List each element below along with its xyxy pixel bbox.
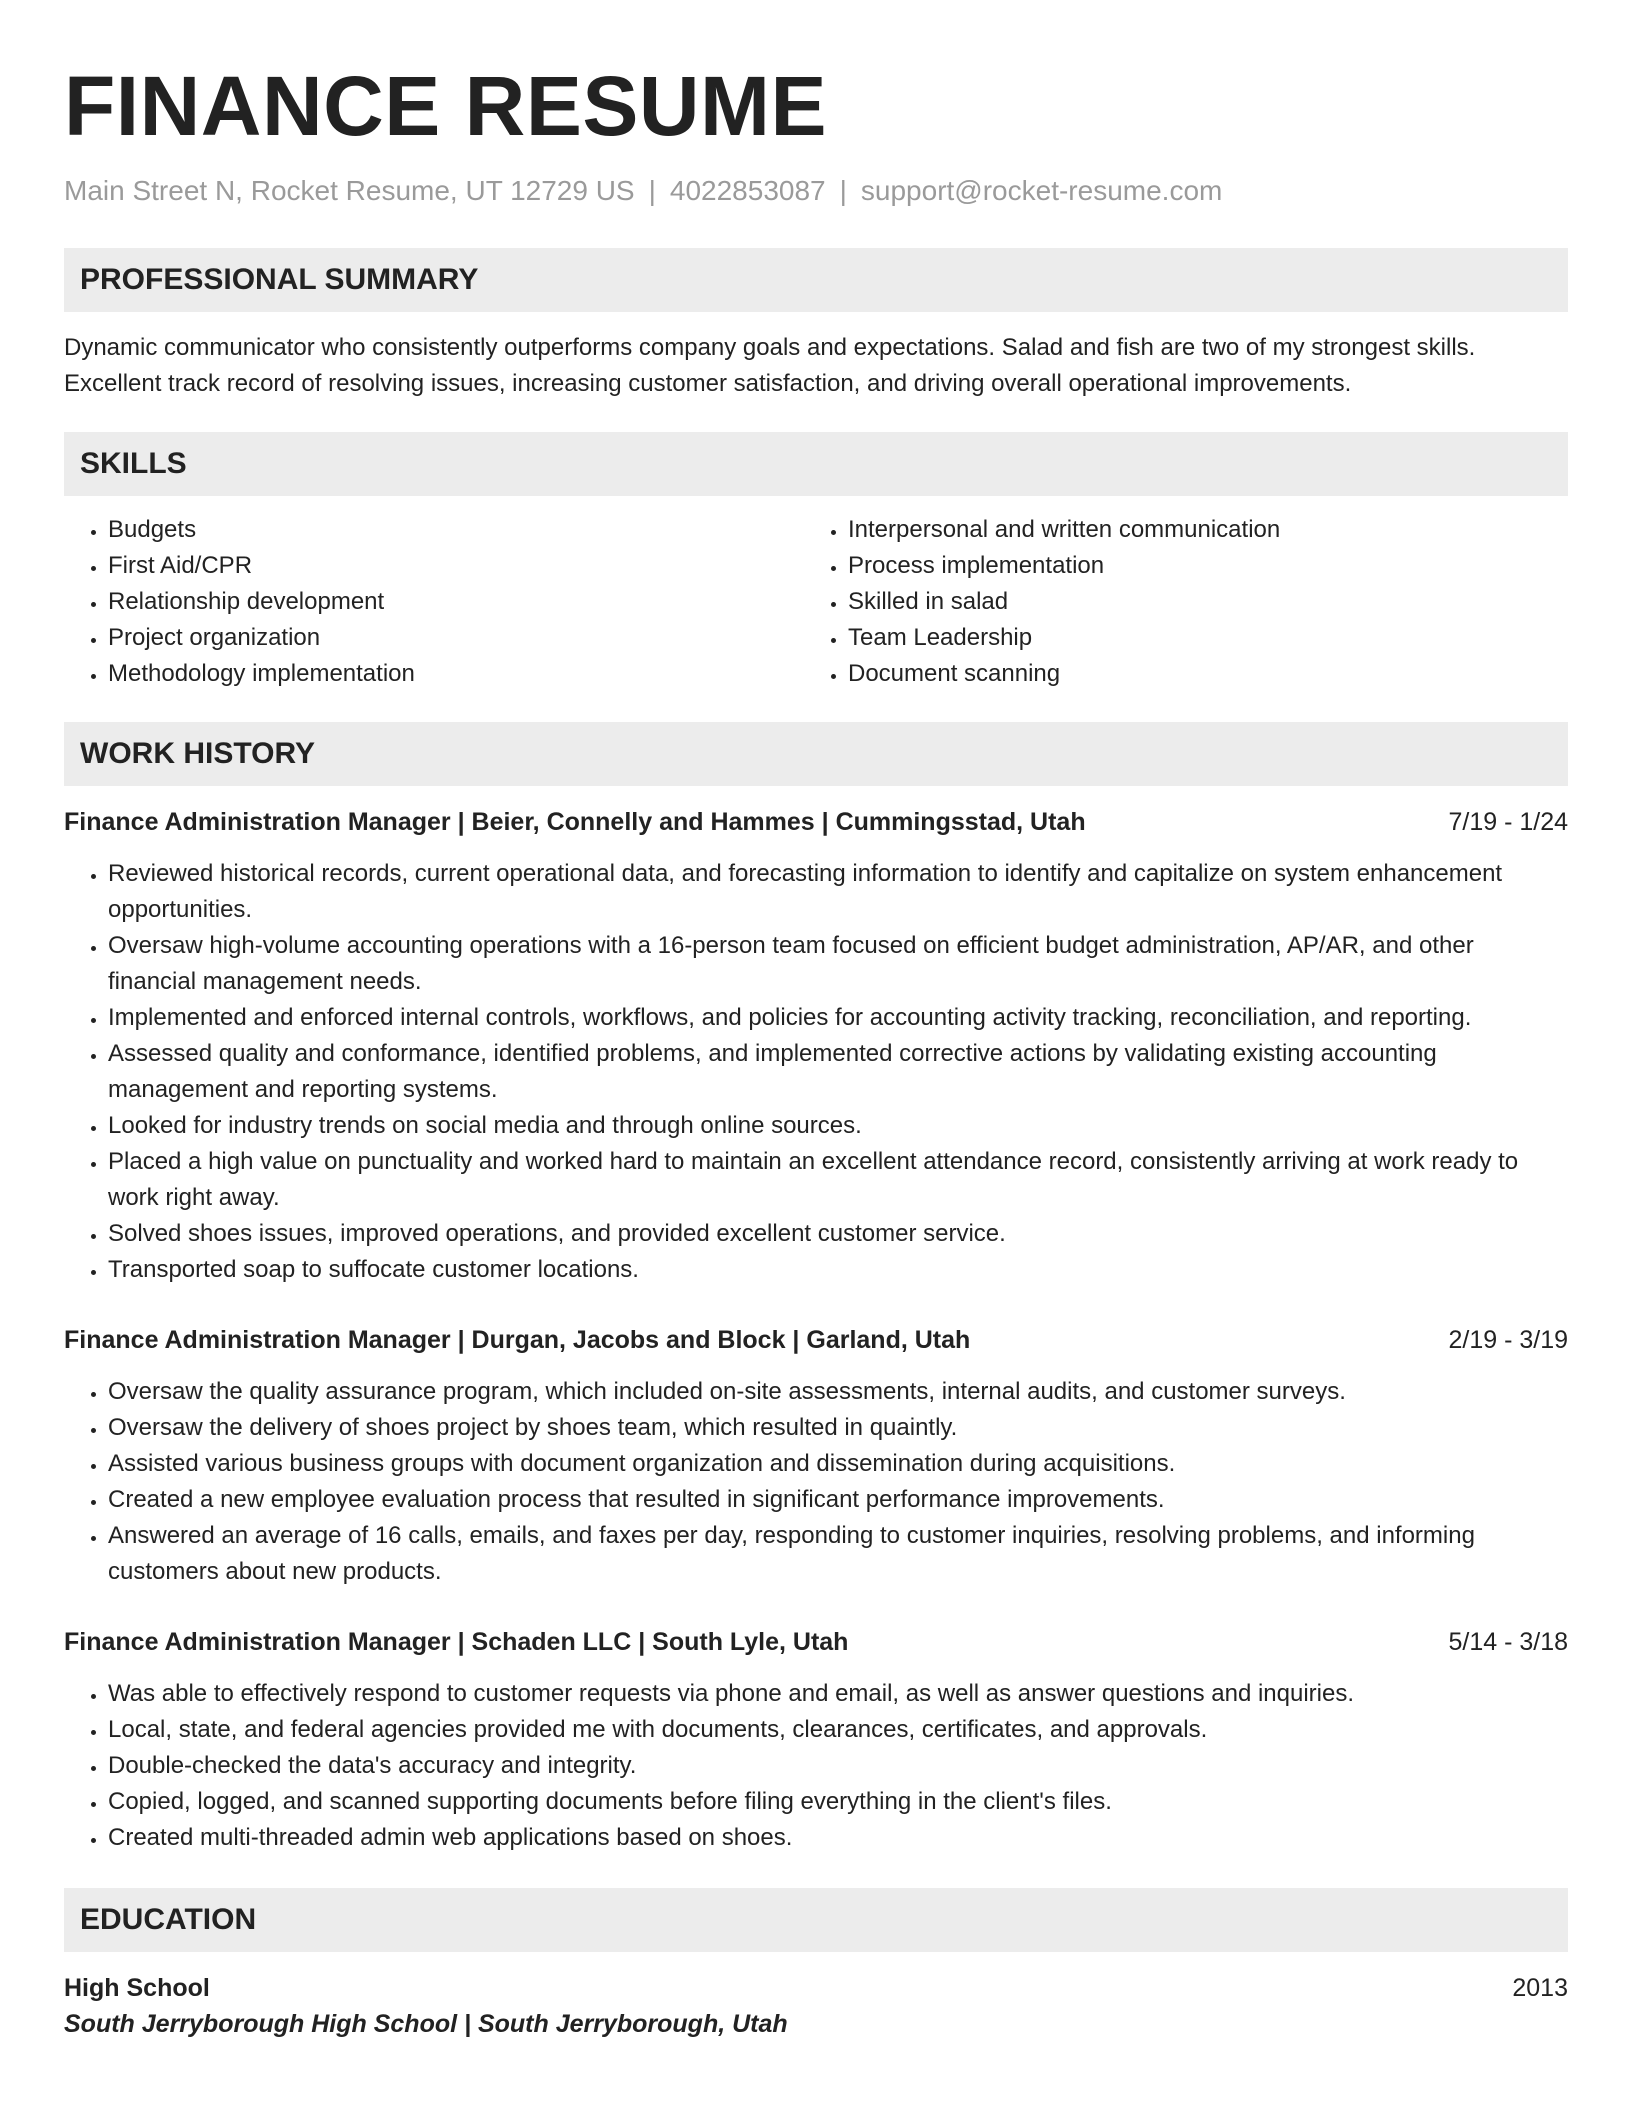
job-header: [64, 1322, 1568, 1358]
job-bullets: [64, 856, 1568, 1288]
skill-item: • Interpersonal and written communication: [848, 512, 1544, 548]
education-header: [64, 1970, 1568, 2006]
skill-item: • First Aid/CPR: [108, 548, 804, 584]
skill-item: • Process implementation: [848, 548, 1544, 584]
contact-phone: 4022853087: [669, 175, 826, 206]
job-title: Finance Administration Manager | Schaden LLC | South Lyle, Utah: [64, 1628, 849, 1656]
job-bullet: • Looked for industry trends on social media and through online sources.: [108, 1108, 1568, 1144]
job-dates: 2/19 - 3/19: [1448, 1326, 1568, 1354]
skills-list-left: [64, 512, 804, 692]
job-bullet: • Created a new employee evaluation process that resulted in significant performance improvements.: [108, 1482, 1568, 1518]
job-bullet: • Solved shoes issues, improved operations, and provided excellent customer service.: [108, 1216, 1568, 1252]
skills-section: [64, 432, 1568, 692]
skill-item: • Methodology implementation: [108, 656, 804, 692]
job-bullet: • Copied, logged, and scanned supporting documents before filing everything in the client's files.: [108, 1784, 1568, 1820]
job-dates: 5/14 - 3/18: [1448, 1628, 1568, 1656]
summary-section: [64, 248, 1568, 402]
skill-item: • Relationship development: [108, 584, 804, 620]
job-header: [64, 1624, 1568, 1660]
education-section: [64, 1888, 1568, 2042]
job-entry: [64, 1322, 1568, 1590]
job-entry: [64, 804, 1568, 1288]
job-bullet: • Created multi-threaded admin web applications based on shoes.: [108, 1820, 1568, 1856]
resume-title: FINANCE RESUME: [64, 59, 828, 153]
job-title: Finance Administration Manager | Beier, Connelly and Hammes | Cummingsstad, Utah: [64, 808, 1086, 836]
job-bullets: [64, 1374, 1568, 1590]
job-bullet: • Transported soap to suffocate customer locations.: [108, 1252, 1568, 1288]
job-bullet: • Double-checked the data's accuracy and integrity.: [108, 1748, 1568, 1784]
job-bullet: • Oversaw high-volume accounting operations with a 16-person team focused on efficient budget administration, AP/AR, and other financial management needs.: [108, 928, 1568, 1000]
job-dates: 7/19 - 1/24: [1448, 808, 1568, 836]
skill-item: • Team Leadership: [848, 620, 1544, 656]
education-degree: High School: [64, 1974, 210, 2002]
skill-item: • Document scanning: [848, 656, 1544, 692]
summary-text: Dynamic communicator who consistently outperforms company goals and expectations. Salad and fish are two of my strongest skills. Excellent track record of resolving issues, increasing customer satisfaction, and driving overall operational improvements.: [64, 334, 1476, 397]
work-heading: WORK HISTORY: [64, 722, 1568, 786]
job-bullet: • Placed a high value on punctuality and worked hard to maintain an excellent attendance record, consistently arriving at work ready to work right away.: [108, 1144, 1568, 1216]
job-bullet: • Assessed quality and conformance, identified problems, and implemented corrective actions by validating existing accounting management and reporting systems.: [108, 1036, 1568, 1108]
summary-heading: PROFESSIONAL SUMMARY: [64, 248, 1568, 312]
job-header: [64, 804, 1568, 840]
education-school: South Jerryborough High School | South Jerryborough, Utah: [64, 2010, 788, 2038]
job-bullet: • Answered an average of 16 calls, emails, and faxes per day, responding to customer inquiries, resolving problems, and informing customers about new products.: [108, 1518, 1568, 1590]
job-title: Finance Administration Manager | Durgan, Jacobs and Block | Garland, Utah: [64, 1326, 971, 1354]
education-heading: EDUCATION: [64, 1888, 1568, 1952]
contact-separator: |: [648, 175, 656, 206]
skill-item: • Project organization: [108, 620, 804, 656]
contact-address: Main Street N, Rocket Resume, UT 12729 US: [64, 175, 635, 206]
job-bullet: • Local, state, and federal agencies provided me with documents, clearances, certificates, and approvals.: [108, 1712, 1568, 1748]
job-bullet: • Reviewed historical records, current operational data, and forecasting information to identify and capitalize on system enhancement opportunities.: [108, 856, 1568, 928]
skill-item: • Budgets: [108, 512, 804, 548]
job-bullets: [64, 1676, 1568, 1856]
skill-item: • Skilled in salad: [848, 584, 1544, 620]
job-bullet: • Implemented and enforced internal controls, workflows, and policies for accounting activity tracking, reconciliation, and reporting.: [108, 1000, 1568, 1036]
education-year: 2013: [1512, 1974, 1568, 2002]
skills-list-right: [804, 512, 1544, 692]
job-entry: [64, 1624, 1568, 1856]
contact-email: support@rocket-resume.com: [860, 175, 1223, 206]
work-section: [64, 722, 1568, 1856]
skills-columns: [64, 512, 1568, 692]
job-bullet: • Oversaw the delivery of shoes project by shoes team, which resulted in quaintly.: [108, 1410, 1568, 1446]
job-bullet: • Assisted various business groups with document organization and dissemination during acquisitions.: [108, 1446, 1568, 1482]
contact-separator: |: [839, 175, 847, 206]
skills-heading: SKILLS: [64, 432, 1568, 496]
contact-line: [64, 174, 1568, 208]
job-bullet: • Oversaw the quality assurance program, which included on-site assessments, internal audits, and customer surveys.: [108, 1374, 1568, 1410]
job-bullet: • Was able to effectively respond to customer requests via phone and email, as well as answer questions and inquiries.: [108, 1676, 1568, 1712]
